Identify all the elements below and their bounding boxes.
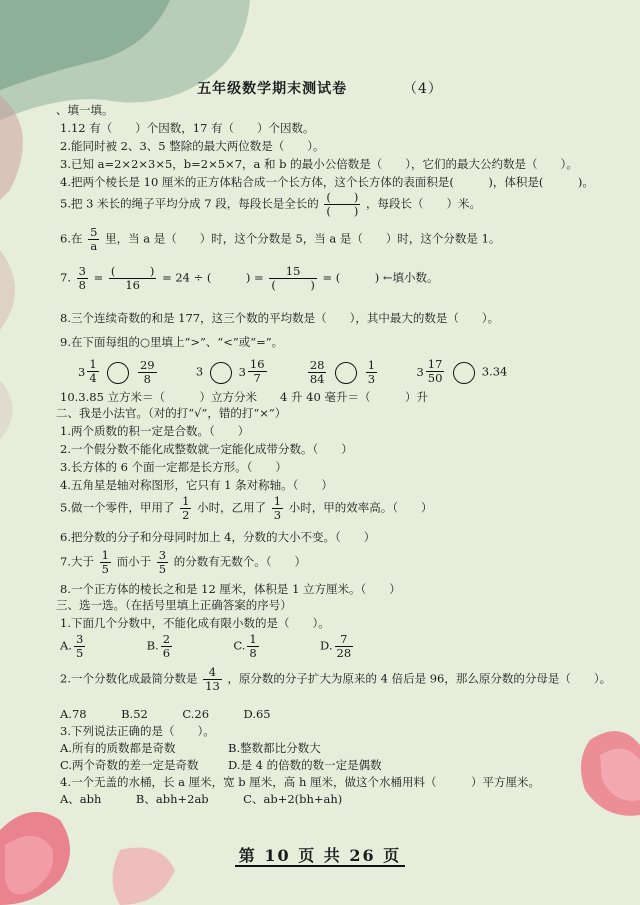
question-text: 7. $\frac{3}{8}$ = $\frac{( )}{16}$ = 24 ÷ ( ) = $\frac{15}{( )}$ = ( ) ←填小数。: [60, 264, 439, 292]
question-text: 10.3.85 立方米＝（ ）立方分米 4 升 40 毫升＝（ ）升: [60, 390, 428, 404]
page-title: 五年级数学期末测试卷 （4）: [197, 81, 443, 97]
question-text: 1.下面几个分数中，不能化成有限小数的是（ ）。: [60, 616, 330, 630]
fraction: $\frac{( )}{16}$: [110, 264, 155, 292]
question-text: 5.把 3 米长的绳子平均分成 7 段，每段长是全长的 $\frac{( )}{( )}$ ，每段长（ ）米。: [60, 190, 482, 218]
section-heading: 二、我是小法官。（对的打“√”，错的打“×”）: [56, 406, 287, 420]
question-text: 2.能同时被 2、3、5 整除的最大两位数是（ ）。: [60, 139, 325, 153]
question-text: 6.把分数的分子和分母同时加上 4，分数的大小不变。（ ）: [60, 530, 376, 544]
section-heading: 三、选一选。（在括号里填上正确答案的序号）: [56, 598, 292, 612]
question-text: 4.一个无盖的水桶，长 a 厘米，宽 b 厘米，高 h 厘米，做这个水桶用料（ ）平方厘米。: [60, 775, 541, 789]
question-text: 8.一个正方体的棱长之和是 12 厘米，体积是 1 立方厘米。（ ）: [60, 582, 401, 596]
fraction: $\frac{3}{8}$: [78, 264, 86, 292]
options-row: A、abh B、abh+2ab C、ab+2(bh+ah): [60, 792, 343, 806]
fraction: $\frac{5}{a}$: [90, 225, 98, 253]
compare-circle[interactable]: [210, 362, 232, 384]
question-text: 3.已知 a=2×2×3×5，b=2×5×7，a 和 b 的最小公倍数是（ ），它们的最大公约数是（ ）。: [60, 157, 578, 171]
question-text: 3.长方体的 6 个面一定都是长方形。（ ）: [60, 460, 287, 474]
question-text: 1.12 有（ ）个因数，17 有（ ）个因数。: [60, 121, 315, 135]
page-footer: 第 10 页 共 26 页: [0, 843, 640, 866]
question-text: 6.在 $\frac{5}{a}$ 里，当 a 是（ ）时，这个分数是 5，当 a 是（ ）时，这个分数是 1。: [60, 225, 501, 253]
fraction: $\frac{15}{( )}$: [271, 264, 315, 292]
option-text: C.两个奇数的差一定是奇数: [60, 758, 199, 772]
option-text: A.所有的质数都是奇数: [60, 741, 176, 755]
compare-row: 3 $\frac{1}{4}$ $\frac{29}{8}$ 3 3 $\frac{16}{7}$ $\frac{28}{84}$ $\frac{1}{3}$ 3 $\frac{17}{50}$ 3.34: [78, 357, 508, 386]
question-text: 5.做一个零件，甲用了 $\frac{1}{2}$ 小时，乙用了 $\frac{1}{3}$ 小时，甲的效率高。（ ）: [60, 494, 433, 522]
options-row: A.78 B.52 C.26 D.65: [60, 707, 271, 721]
paper-number: （4）: [402, 81, 443, 97]
question-text: 1.两个质数的积一定是合数。（ ）: [60, 424, 250, 438]
compare-circle[interactable]: [107, 362, 129, 384]
compare-circle[interactable]: [335, 362, 357, 384]
fraction: $\frac{( )}{( )}$: [326, 190, 359, 218]
question-text: 3.下列说法正确的是（ ）。: [60, 724, 215, 738]
question-text: 8.三个连续奇数的和是 177，这三个数的平均数是（ ），其中最大的数是（ ）。: [60, 311, 500, 325]
option-text: B.整数都比分数大: [228, 741, 321, 755]
question-text: 2.一个分数化成最简分数是 $\frac{4}{13}$ ，原分数的分子扩大为原来的 4 倍后是 96，那么原分数的分母是（ ）。: [60, 665, 612, 693]
question-text: 4.把两个棱长是 10 厘米的正方体粘合成一个长方体，这个长方体的表面积是( )，体积是( )。: [60, 175, 594, 189]
options-row: A. $\frac{3}{5}$ B. $\frac{2}{6}$ C. $\frac{1}{8}$ D. $\frac{7}{28}$: [60, 632, 352, 660]
question-text: 4.五角星是轴对称图形，它只有 1 条对称轴。（ ）: [60, 478, 333, 492]
question-text: 7.大于 $\frac{1}{5}$ 而小于 $\frac{3}{5}$ 的分数有无数个。（ ）: [60, 548, 307, 576]
question-text: 2.一个假分数不能化成整数就一定能化成带分数。（ ）: [60, 442, 353, 456]
compare-circle[interactable]: [453, 362, 475, 384]
question-text: 9.在下面每组的○里填上“>”、“<”或“=”。: [60, 335, 284, 349]
option-text: D.是 4 的倍数的数一定是偶数: [228, 758, 382, 772]
section-heading: 、填一填。: [56, 103, 114, 117]
